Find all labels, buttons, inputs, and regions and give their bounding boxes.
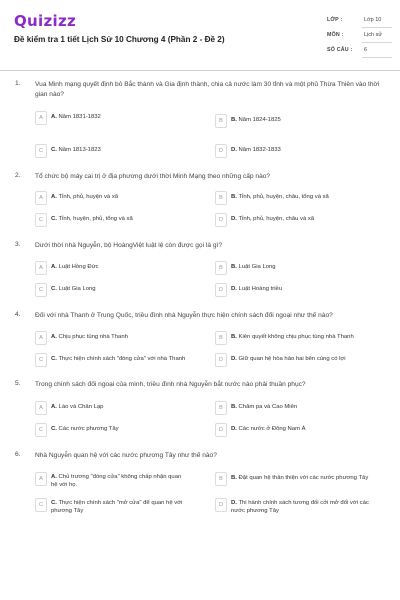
option-c[interactable] <box>35 213 205 227</box>
option-letter-box: C <box>35 353 47 367</box>
option-a[interactable] <box>35 111 205 125</box>
option-label: D. Giữ quan hệ hòa hảo hai bên cùng có lợi <box>231 356 346 362</box>
option-d[interactable] <box>215 213 385 227</box>
option-label: D. Tỉnh, phủ, huyện, châu và xã <box>231 216 315 222</box>
option-label: C. Năm 1813-1823 <box>51 147 101 153</box>
option-letter-box: D <box>215 213 227 227</box>
option-letter-box: A <box>35 472 47 486</box>
option-letter-box: A <box>35 111 47 125</box>
question-number: 5. <box>15 380 21 387</box>
option-d[interactable] <box>215 283 385 297</box>
question-number: 4. <box>15 311 21 318</box>
option-label: C. Tỉnh, huyện, phủ, tổng và xã <box>51 216 133 222</box>
worksheet-header <box>0 0 400 70</box>
option-letter-box: C <box>35 213 47 227</box>
option-letter-box: B <box>215 114 227 128</box>
option-letter-box: A <box>35 401 47 415</box>
question-text: Tổ chức bộ máy cai trị ở địa phương dưới thời Minh Mạng theo những cấp nào? <box>35 173 271 180</box>
option-a[interactable] <box>35 261 205 275</box>
question-text: Dưới thời nhà Nguyễn, bộ HoàngViệt luật lệ còn được gọi là gì? <box>35 242 222 249</box>
option-letter-box: C <box>35 144 47 158</box>
meta-class-value: Lớp 10 <box>364 17 382 23</box>
option-letter-box: A <box>35 261 47 275</box>
option-label: B. Luật Gia Long <box>231 264 276 270</box>
header-divider <box>0 70 400 71</box>
question-number: 3. <box>15 241 21 248</box>
option-letter-box: B <box>215 472 227 486</box>
question-text: Đối với nhà Thanh ở Trung Quốc, triều đình nhà Nguyễn thực hiện chính sách đối ngoại như thế nào? <box>35 312 333 319</box>
option-label: C. Thực hiện chính sách "mở cửa" để quan hệ với phương Tây <box>51 500 183 514</box>
meta-subject-value: Lịch sử <box>364 32 383 38</box>
meta-count-row <box>322 44 392 58</box>
option-label: C. Các nước phương Tây <box>51 426 119 432</box>
meta-class-key: LỚP : <box>327 17 343 23</box>
option-label: B. Năm 1824-1825 <box>231 117 281 123</box>
option-letter-box: A <box>35 331 47 345</box>
question-text: Vua Minh mạng quyết định bỏ Bắc thành và Gia định thành, chia cả nước làm 30 tỉnh và một phủ Thừa Thiên vào thời gian nào? <box>35 81 380 98</box>
option-letter-box: D <box>215 423 227 437</box>
option-letter-box: A <box>35 191 47 205</box>
question-text: Trong chính sách đối ngoại của mình, triều đình nhà Nguyễn bắt nước nào phải thuần phục? <box>35 381 306 388</box>
option-label: C. Thực hiện chính sách "đóng cửa" với nhà Thanh <box>51 356 186 362</box>
meta-subject-key: MÔN : <box>327 32 344 38</box>
option-label: A. Chủ trương "đóng cửa" không chấp nhận quan hệ với họ. <box>51 474 182 488</box>
option-label: A. Năm 1831-1832 <box>51 114 101 120</box>
option-label: C. Luật Gia Long <box>51 286 96 292</box>
option-b[interactable] <box>215 114 385 128</box>
option-label: A. Lào và Chân Lạp <box>51 404 104 410</box>
question-text: Nhà Nguyễn quan hệ với các nước phương Tây như thế nào? <box>35 452 217 459</box>
question-number: 2. <box>15 172 21 179</box>
option-label: B. Chăm pa và Cao Miên <box>231 404 298 410</box>
option-label: A. Tỉnh, phủ, huyện và xã <box>51 194 119 200</box>
option-d[interactable] <box>215 498 390 518</box>
option-label: D. Năm 1832-1833 <box>231 147 281 153</box>
option-c[interactable] <box>35 498 205 518</box>
option-b[interactable] <box>215 401 385 415</box>
meta-underline <box>362 57 392 58</box>
option-a[interactable] <box>35 191 205 205</box>
option-d[interactable] <box>215 423 385 437</box>
option-label: D. Các nước ở Đông Nam Á <box>231 426 306 432</box>
option-letter-box: D <box>215 283 227 297</box>
option-letter-box: D <box>215 144 227 158</box>
option-label: B. Kiên quyết không chịu phục tùng nhà Thanh <box>231 334 354 340</box>
option-letter-box: B <box>215 401 227 415</box>
option-c[interactable] <box>35 144 205 158</box>
meta-count-value: 6 <box>364 47 368 53</box>
meta-underline <box>362 42 392 43</box>
worksheet-title: Đề kiểm tra 1 tiết Lịch Sử 10 Chương 4 (Phần 2 - Đề 2) <box>14 35 225 44</box>
option-letter-box: C <box>35 423 47 437</box>
option-a[interactable] <box>35 472 205 492</box>
question-number: 1. <box>15 80 21 87</box>
option-b[interactable] <box>215 472 390 486</box>
option-letter-box: B <box>215 261 227 275</box>
option-b[interactable] <box>215 191 385 205</box>
option-c[interactable] <box>35 353 210 367</box>
option-b[interactable] <box>215 261 385 275</box>
option-letter-box: C <box>35 283 47 297</box>
option-a[interactable] <box>35 401 205 415</box>
question-number: 6. <box>15 451 21 458</box>
meta-subject-row <box>322 29 392 43</box>
option-d[interactable] <box>215 353 390 367</box>
meta-count-key: SỐ CÂU : <box>327 47 353 53</box>
option-label: D. Thi hành chính sách tương đối cởi mở đối với các nước phương Tây <box>231 500 369 514</box>
option-b[interactable] <box>215 331 390 345</box>
option-label: A. Chịu phục tùng nhà Thanh <box>51 334 128 340</box>
option-label: B. Tỉnh, phủ, huyện, châu, tổng và xã <box>231 194 329 200</box>
option-c[interactable] <box>35 283 205 297</box>
option-letter-box: B <box>215 191 227 205</box>
option-c[interactable] <box>35 423 205 437</box>
option-d[interactable] <box>215 144 385 158</box>
meta-class-row <box>322 14 392 28</box>
option-letter-box: D <box>215 353 227 367</box>
quizizz-logo[interactable]: Quizizz <box>14 12 77 30</box>
option-letter-box: C <box>35 498 47 512</box>
option-label: A. Luật Hồng Đức <box>51 264 99 270</box>
meta-underline <box>362 27 392 28</box>
option-letter-box: D <box>215 498 227 512</box>
option-a[interactable] <box>35 331 210 345</box>
option-label: B. Đặt quan hệ thân thiện với các nước phương Tây <box>231 475 369 481</box>
option-label: D. Luật Hoàng triều <box>231 286 283 292</box>
option-letter-box: B <box>215 331 227 345</box>
